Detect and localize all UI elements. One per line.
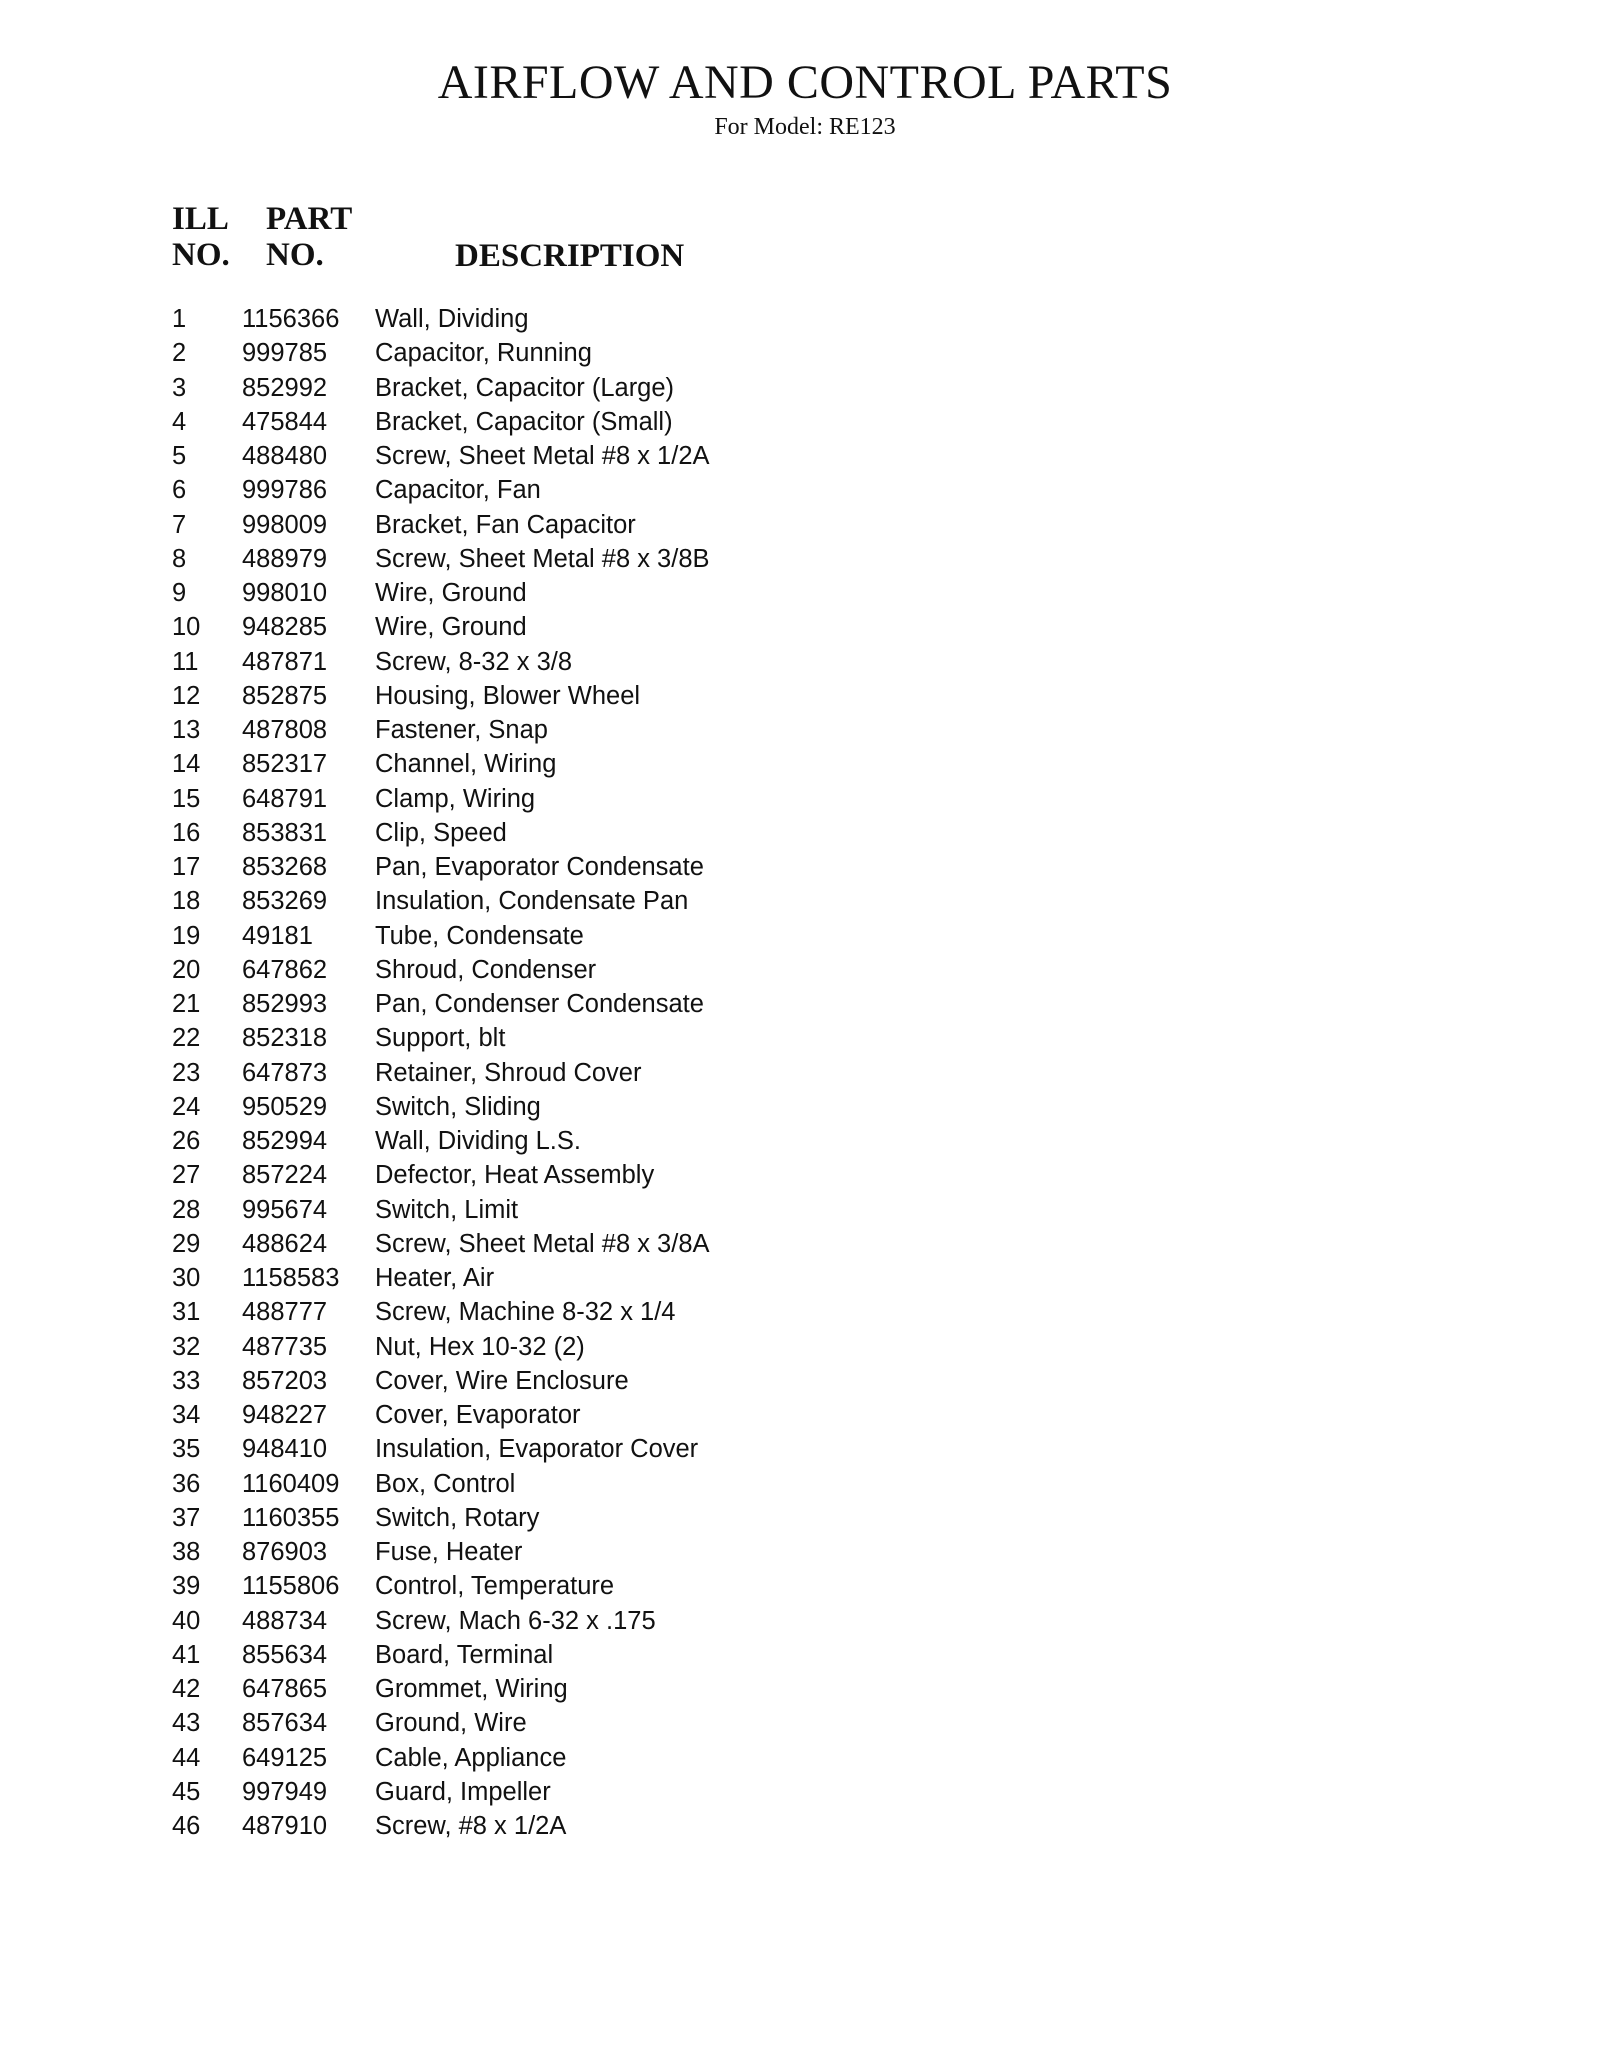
part-number: 647862	[242, 955, 328, 984]
model-subtitle: For Model: RE123	[714, 114, 896, 140]
part-number: 997949	[242, 1777, 328, 1806]
ill-number: 37	[172, 1503, 201, 1532]
ill-number: 15	[172, 784, 201, 813]
part-description: Retainer, Shroud Cover	[375, 1058, 642, 1087]
part-description: Wire, Ground	[375, 613, 527, 642]
part-description: Capacitor, Running	[375, 339, 592, 368]
ill-number: 44	[172, 1743, 201, 1772]
part-number: 488480	[242, 442, 328, 470]
column-header-ill-line2: NO.	[172, 237, 230, 273]
ill-number: 29	[172, 1229, 201, 1258]
part-description: Defector, Heat Assembly	[375, 1161, 655, 1190]
part-description: Screw, Machine 8-32 x 1/4	[375, 1298, 676, 1327]
part-description: Heater, Air	[375, 1264, 495, 1292]
ill-number: 41	[172, 1640, 201, 1669]
part-description: Support, blt	[375, 1024, 506, 1053]
part-number: 853269	[242, 887, 328, 916]
part-description: Fuse, Heater	[375, 1538, 523, 1566]
ill-number: 3	[172, 373, 187, 402]
part-description: Switch, Rotary	[375, 1503, 540, 1532]
part-description: Capacitor, Fan	[375, 476, 541, 505]
part-number: 487808	[242, 716, 328, 744]
part-description: Grommet, Wiring	[375, 1675, 568, 1703]
ill-number: 20	[172, 955, 201, 984]
part-number: 475844	[242, 407, 328, 436]
part-number: 852994	[242, 1127, 328, 1155]
part-number: 948285	[242, 613, 328, 642]
part-number: 855634	[242, 1640, 328, 1669]
ill-number: 43	[172, 1709, 201, 1738]
part-description: Wire, Ground	[375, 579, 527, 607]
part-number: 852993	[242, 990, 328, 1018]
part-number: 647865	[242, 1675, 328, 1703]
ill-number: 4	[172, 407, 187, 436]
column-header-part-no	[266, 201, 352, 273]
part-number: 488624	[242, 1229, 328, 1258]
part-description: Bracket, Capacitor (Large)	[375, 373, 675, 402]
part-description: Board, Terminal	[375, 1640, 554, 1669]
part-number: 999785	[242, 339, 328, 368]
part-number: 852318	[242, 1024, 328, 1053]
ill-number: 11	[172, 647, 199, 676]
part-description: Bracket, Fan Capacitor	[375, 510, 636, 539]
part-description: Ground, Wire	[375, 1709, 527, 1738]
page-title: AIRFLOW AND CONTROL PARTS	[437, 56, 1173, 109]
ill-number: 46	[172, 1812, 201, 1840]
part-number: 487910	[242, 1812, 328, 1840]
ill-number: 23	[172, 1058, 201, 1087]
ill-number: 22	[172, 1024, 201, 1053]
ill-number: 2	[172, 339, 187, 368]
part-number: 948410	[242, 1435, 328, 1464]
part-description: Insulation, Evaporator Cover	[375, 1435, 699, 1464]
part-description: Wall, Dividing L.S.	[375, 1127, 581, 1155]
part-description: Box, Control	[375, 1469, 516, 1498]
column-header-part-line2: NO.	[266, 237, 324, 273]
part-number: 995674	[242, 1195, 328, 1224]
part-description: Screw, Sheet Metal #8 x 1/2A	[375, 442, 710, 470]
part-number: 999786	[242, 476, 328, 505]
part-number: 948227	[242, 1401, 328, 1429]
part-description: Screw, Sheet Metal #8 x 3/8B	[375, 544, 710, 573]
part-number: 1160409	[242, 1469, 340, 1498]
ill-number: 33	[172, 1366, 201, 1395]
part-description: Pan, Evaporator Condensate	[375, 853, 704, 881]
part-description: Clip, Speed	[375, 818, 507, 847]
ill-number: 5	[172, 442, 187, 470]
part-number: 852317	[242, 750, 328, 779]
ill-number: 12	[172, 681, 201, 710]
part-description: Housing, Blower Wheel	[375, 681, 641, 710]
ill-number: 9	[172, 579, 187, 607]
ill-number: 13	[172, 716, 201, 744]
ill-number: 7	[172, 510, 187, 539]
part-description: Screw, Mach 6-32 x .175	[375, 1606, 656, 1635]
part-description: Switch, Limit	[375, 1195, 519, 1224]
part-description: Bracket, Capacitor (Small)	[375, 407, 673, 436]
part-number: 49181	[242, 921, 313, 950]
ill-number: 42	[172, 1675, 201, 1703]
part-number: 852875	[242, 681, 328, 710]
part-description: Wall, Dividing	[375, 305, 529, 333]
ill-number: 14	[172, 750, 201, 779]
part-description: Nut, Hex 10-32 (2)	[375, 1332, 585, 1361]
ill-number: 26	[172, 1127, 201, 1155]
part-number: 647873	[242, 1058, 328, 1087]
part-number: 1158583	[242, 1264, 340, 1292]
part-description: Screw, Sheet Metal #8 x 3/8A	[375, 1229, 710, 1258]
ill-number: 28	[172, 1195, 201, 1224]
part-description: Guard, Impeller	[375, 1777, 551, 1806]
ill-number: 10	[172, 613, 201, 642]
part-number: 853831	[242, 818, 328, 847]
ill-number: 18	[172, 887, 201, 916]
part-description: Pan, Condenser Condensate	[375, 990, 704, 1018]
ill-number: 1	[172, 305, 187, 333]
part-number: 487871	[242, 647, 328, 676]
part-number: 488734	[242, 1606, 328, 1635]
ill-number: 32	[172, 1332, 201, 1361]
part-number: 950529	[242, 1092, 328, 1121]
part-number: 488979	[242, 544, 328, 573]
part-number: 649125	[242, 1743, 328, 1772]
part-description: Control, Temperature	[375, 1572, 615, 1601]
part-number: 998009	[242, 510, 328, 539]
part-description: Channel, Wiring	[375, 750, 557, 779]
part-number: 1155806	[242, 1572, 340, 1601]
column-header-description: DESCRIPTION	[455, 238, 685, 274]
ill-number: 39	[172, 1572, 201, 1601]
part-description: Cover, Evaporator	[375, 1401, 581, 1429]
part-number: 1160355	[242, 1503, 340, 1532]
part-number: 857634	[242, 1709, 328, 1738]
part-description: Shroud, Condenser	[375, 955, 597, 984]
part-number: 857203	[242, 1366, 328, 1395]
ill-number: 35	[172, 1435, 201, 1464]
part-number: 1156366	[242, 305, 340, 333]
ill-number: 16	[172, 818, 201, 847]
part-description: Clamp, Wiring	[375, 784, 536, 813]
ill-number: 40	[172, 1606, 201, 1635]
column-header-ill-no	[172, 201, 230, 273]
column-header-ill-line1: ILL	[172, 201, 229, 237]
ill-number: 24	[172, 1092, 201, 1121]
column-header-part-line1: PART	[266, 201, 353, 237]
part-number: 853268	[242, 853, 328, 881]
part-description: Tube, Condensate	[375, 921, 584, 950]
ill-number: 38	[172, 1538, 201, 1566]
part-description: Cover, Wire Enclosure	[375, 1366, 629, 1395]
part-description: Fastener, Snap	[375, 716, 548, 744]
ill-number: 21	[172, 990, 201, 1018]
part-number: 998010	[242, 579, 328, 607]
ill-number: 30	[172, 1264, 201, 1292]
ill-number: 8	[172, 544, 187, 573]
ill-number: 36	[172, 1469, 201, 1498]
ill-number: 19	[172, 921, 201, 950]
part-number: 648791	[242, 784, 328, 813]
part-number: 876903	[242, 1538, 328, 1566]
ill-number: 31	[172, 1298, 201, 1327]
part-description: Cable, Appliance	[375, 1743, 567, 1772]
part-number: 488777	[242, 1298, 328, 1327]
part-description: Screw, #8 x 1/2A	[375, 1812, 567, 1840]
ill-number: 6	[172, 476, 187, 505]
ill-number: 45	[172, 1777, 201, 1806]
ill-number: 34	[172, 1401, 201, 1429]
ill-number: 17	[172, 853, 201, 881]
part-number: 852992	[242, 373, 328, 402]
part-number: 487735	[242, 1332, 328, 1361]
part-number: 857224	[242, 1161, 328, 1190]
ill-number: 27	[172, 1161, 201, 1190]
part-description: Insulation, Condensate Pan	[375, 887, 689, 916]
part-description: Switch, Sliding	[375, 1092, 541, 1121]
part-description: Screw, 8-32 x 3/8	[375, 647, 573, 676]
